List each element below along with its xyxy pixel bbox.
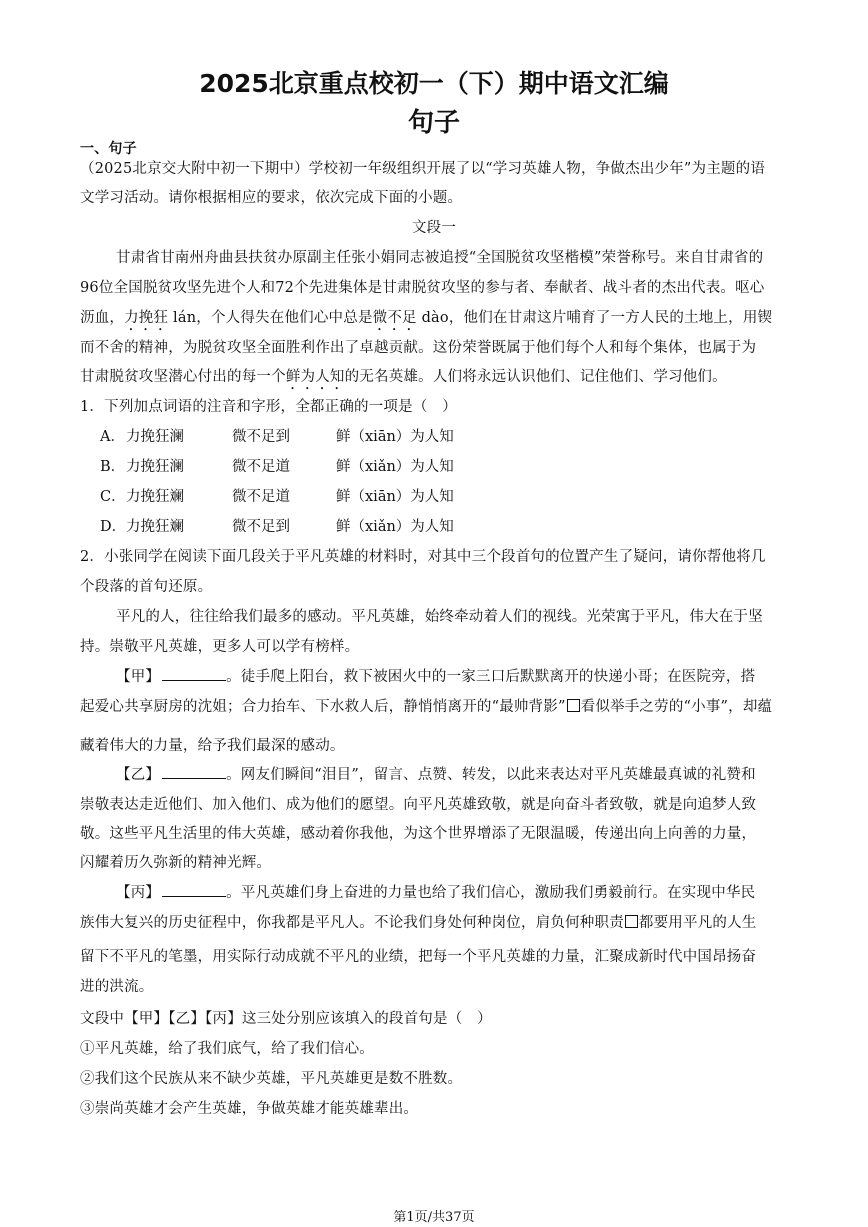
passage-line-3 <box>80 306 772 334</box>
dotted-word: 力挽狂 <box>124 310 169 326</box>
bing-line-4: 进的洪流。 <box>80 979 154 995</box>
jia-text: 看似举手之劳的“小事”，却蕴 <box>580 699 773 715</box>
yi-text: 。网友们瞬间“泪目”，留言、点赞、转发，以此来表达对平凡英雄最真诚的礼赞和 <box>226 767 756 783</box>
question-2-stem-line-2: 个段落的首句还原。 <box>80 579 213 595</box>
page-footer: 第1页/共37页 <box>393 1210 475 1225</box>
passage-line-2: 96位全国脱贫攻坚先进个人和72个先进集体是甘肃脱贫攻坚的参与者、奉献者、战斗者的杰出代表。呕心 <box>80 280 765 296</box>
passage-line-1: 甘肃省甘南州舟曲县扶贫办原副主任张小娟同志被追授“全国脱贫攻坚楷模”荣誉称号。来自甘肃省的 <box>116 250 764 266</box>
section-heading: 一、句子 <box>80 141 137 157</box>
option-word-2: 微不足到 <box>232 429 290 445</box>
bing-label: 【丙】 <box>116 885 161 901</box>
document-title: 2025北京重点校初一（下）期中语文汇编 <box>199 69 669 98</box>
yi-line-2: 崇敬表达走近他们、加入他们、成为他们的愿望。向平凡英雄致敬，就是向奋斗者致敬，就是向追梦人致 <box>80 797 757 813</box>
intro-line-2: 文学习活动。请你根据相应的要求，依次完成下面的小题。 <box>80 190 463 206</box>
bing-text: 都要用平凡的人生 <box>638 915 757 931</box>
jia-line-2 <box>80 695 772 716</box>
yi-blank <box>162 764 226 779</box>
passage-label: 文段一 <box>411 220 457 236</box>
bing-line-2 <box>80 911 757 932</box>
bing-text: 族伟大复兴的历史征程中，你我都是平凡人。不论我们身处何种岗位，肩负何种职责 <box>80 915 624 931</box>
option-word-1: 力挽狂斓 <box>126 489 184 505</box>
jia-line-1 <box>116 665 755 686</box>
passage-line-4: 而不舍的精神，为脱贫攻坚全面胜利作出了卓越贡献。这份荣誉既属于他们每个人和每个集体，也属于为 <box>80 340 757 356</box>
passage-text: 沥血， <box>80 310 125 326</box>
yi-line-4: 闪耀着历久弥新的精神光辉。 <box>80 855 272 871</box>
option-word-3: 鲜（xiǎn）为人知 <box>336 519 454 535</box>
option-word-3: 鲜（xiǎn）为人知 <box>336 459 454 475</box>
option-word-1: 力挽狂澜 <box>126 429 184 445</box>
option-word-1: 力挽狂斓 <box>126 519 184 535</box>
passage-line-5 <box>80 365 727 393</box>
yi-label: 【乙】 <box>116 767 161 783</box>
option-letter: C． <box>100 489 126 505</box>
option-word-2: 微不足道 <box>232 489 290 505</box>
passage-text: lán，个人得失在他们心中总是 <box>168 310 373 326</box>
dotted-word: 微不足 <box>372 310 417 326</box>
jia-text: 。徒手爬上阳台，救下被困火中的一家三口后默默离开的快递小哥；在医院旁，搭 <box>226 669 756 685</box>
question-2-ask: 文段中【甲】【乙】【丙】这三处分别应该填入的段首句是（ ） <box>80 1011 492 1027</box>
dotted-word: 鲜为人知 <box>285 369 345 385</box>
bing-line-3: 留下不平凡的笔墨，用实际行动成就不平凡的业绩，把每一个平凡英雄的力量，汇聚成新时代中国昂扬奋 <box>80 949 757 965</box>
option-word-3: 鲜（xiān）为人知 <box>336 489 454 505</box>
option-word-2: 微不足到 <box>232 519 290 535</box>
option-letter: A． <box>100 429 125 445</box>
question-1-stem: 1．下列加点词语的注音和字形，全都正确的一项是（ ） <box>80 399 457 415</box>
bing-line-1 <box>116 881 755 902</box>
jia-blank <box>162 666 226 681</box>
document-subtitle: 句子 <box>407 108 460 138</box>
choice-3: ③崇尚英雄才会产生英雄，争做英雄才能英雄辈出。 <box>80 1101 419 1117</box>
bing-text: 。平凡英雄们身上奋进的力量也给了我们信心，激励我们勇毅前行。在实现中华民 <box>226 885 756 901</box>
option-letter: B． <box>100 459 126 475</box>
yi-line-1 <box>116 763 756 784</box>
jia-text: 起爱心共享厨房的沈姐；合力抬车、下水救人后，静悄悄离开的“最帅背影” <box>80 699 566 715</box>
option-letter: D． <box>100 519 127 535</box>
option-word-3: 鲜（xiān）为人知 <box>336 429 454 445</box>
choice-1: ①平凡英雄，给了我们底气，给了我们信心。 <box>80 1041 374 1057</box>
material-intro-line-1: 平凡的人，往往给我们最多的感动。平凡英雄，始终牵动着人们的视线。光荣寓于平凡，伟大在于坚 <box>116 609 763 625</box>
passage-text: 甘肃脱贫攻坚潜心付出的每一个 <box>80 369 286 385</box>
jia-label: 【甲】 <box>116 669 161 685</box>
intro-line-1: （2025北京交大附中初一下期中）学校初一年级组织开展了以“学习英雄人物，争做杰出少年”为主题的语 <box>80 161 766 177</box>
missing-char-box <box>625 915 638 928</box>
passage-text: 的无名英雄。人们将永远认识他们、记住他们、学习他们。 <box>344 369 727 385</box>
choice-2: ②我们这个民族从来不缺少英雄，平凡英雄更是数不胜数。 <box>80 1071 463 1087</box>
passage-text: dào，他们在甘肃这片哺育了一方人民的土地上，用锲 <box>416 310 773 326</box>
jia-line-3: 藏着伟大的力量，给予我们最深的感动。 <box>80 738 345 754</box>
yi-line-3: 敬。这些平凡生活里的伟大英雄，感动着你我他，为这个世界增添了无限温暖，传递出向上向善的力量， <box>80 826 757 842</box>
option-word-1: 力挽狂澜 <box>126 459 184 475</box>
option-word-2: 微不足道 <box>232 459 290 475</box>
question-2-stem-line-1: 2．小张同学在阅读下面几段关于平凡英雄的材料时，对其中三个段首句的位置产生了疑问，请你帮他将几 <box>80 549 766 565</box>
material-intro-line-2: 持。崇敬平凡英雄，更多人可以学有榜样。 <box>80 639 360 655</box>
bing-blank <box>162 882 226 897</box>
missing-char-box <box>567 699 580 712</box>
